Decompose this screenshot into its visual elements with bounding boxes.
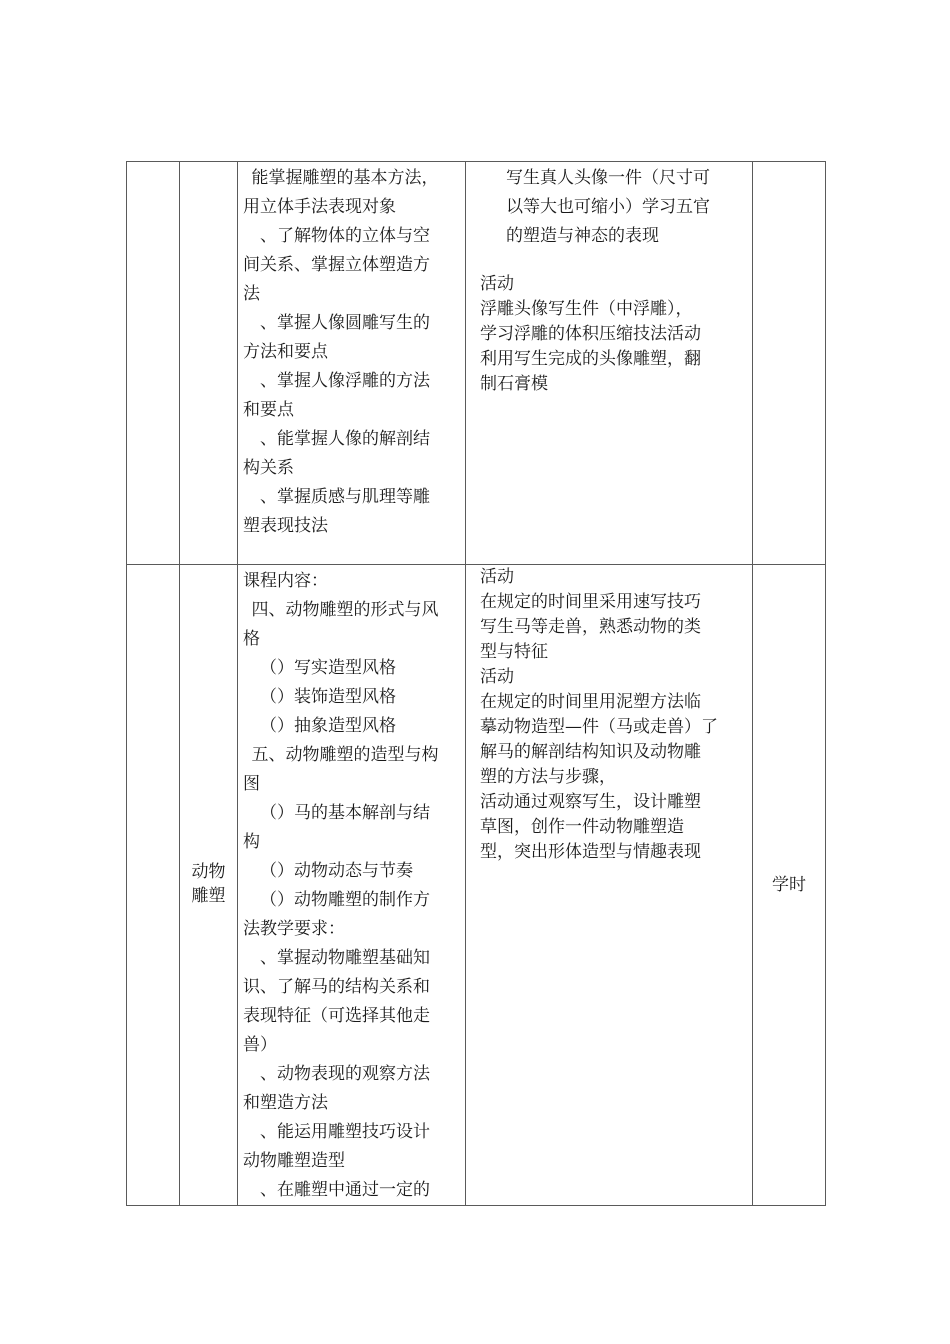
- content-line: 、掌握动物雕塑基础知: [260, 948, 430, 968]
- content-line: 课程内容：: [243, 571, 328, 591]
- hours-cell: [753, 162, 826, 565]
- content-line: 用立体手法表现对象: [243, 197, 396, 217]
- content-line: 图: [243, 774, 260, 794]
- content-line: （）动物动态与节奏: [260, 861, 413, 881]
- activity-line: 制石膏模: [480, 374, 548, 394]
- content-line: 、掌握人像圆雕写生的: [260, 313, 430, 333]
- activity-line: 在规定的时间里用泥塑方法临: [480, 692, 701, 712]
- content-line: 法: [243, 284, 260, 304]
- content-line: 、能运用雕塑技巧设计: [260, 1122, 430, 1142]
- index-cell: [127, 162, 180, 565]
- hours-cell: [753, 565, 826, 1206]
- activity-line: 型与特征: [480, 642, 548, 662]
- activity-line: 型，突出形体造型与情趣表现: [480, 842, 701, 862]
- activity-line: 活动: [480, 274, 514, 294]
- content-line: 、了解物体的立体与空: [260, 226, 430, 246]
- activity-line: 写生马等走兽，熟悉动物的类: [480, 617, 701, 637]
- content-line: 兽）: [243, 1035, 277, 1055]
- content-line: 法教学要求：: [243, 919, 345, 939]
- content-cell: [238, 565, 466, 1206]
- activity-line: 塑的方法与步骤，: [480, 767, 616, 787]
- activity-line: 利用写生完成的头像雕塑，翻: [480, 349, 701, 369]
- content-line: 方法和要点: [243, 342, 328, 362]
- content-line: 能掌握雕塑的基本方法，: [251, 168, 439, 188]
- content-line: （）动物雕塑的制作方: [260, 890, 430, 910]
- content-line: 五、动物雕塑的造型与构: [251, 745, 439, 765]
- category-label: 动物雕塑: [191, 861, 226, 906]
- content-line: 格: [243, 629, 260, 649]
- content-line: 四、动物雕塑的形式与风: [251, 600, 439, 620]
- index-cell: [127, 565, 180, 1206]
- activity-line: 草图，创作一件动物雕塑造: [480, 817, 684, 837]
- activity-line: 在规定的时间里采用速写技巧: [480, 592, 701, 612]
- content-line: 构关系: [243, 458, 294, 478]
- activity-line: 以等大也可缩小）学习五官: [506, 197, 710, 217]
- content-line: 、能掌握人像的解剖结: [260, 429, 430, 449]
- content-line: 和塑造方法: [243, 1093, 328, 1113]
- activity-line: 活动通过观察写生，设计雕塑: [480, 792, 701, 812]
- content-line: （）马的基本解剖与结: [260, 803, 430, 823]
- activity-cell: [466, 162, 753, 565]
- content-line: 和要点: [243, 400, 294, 420]
- activity-line: 解马的解剖结构知识及动物雕: [480, 742, 701, 762]
- category-cell: [180, 565, 238, 1206]
- content-line: 构: [243, 832, 260, 852]
- category-cell: [180, 162, 238, 565]
- content-line: 、掌握人像浮雕的方法: [260, 371, 430, 391]
- hours-label: 学时: [772, 874, 806, 895]
- table-row: [127, 565, 826, 1206]
- table-row: [127, 162, 826, 565]
- content-line: 塑表现技法: [243, 516, 328, 536]
- activity-block: [480, 272, 746, 397]
- activity-line: 的塑造与神态的表现: [506, 226, 659, 246]
- content-line: 间关系、掌握立体塑造方: [243, 255, 430, 275]
- content-line: 、在雕塑中通过一定的: [260, 1180, 430, 1200]
- content-line: （）写实造型风格: [260, 658, 396, 678]
- activity-line: 写生真人头像一件（尺寸可: [506, 168, 710, 188]
- syllabus-table: [126, 161, 826, 1206]
- content-cell: [238, 162, 466, 565]
- activity-cell: [466, 565, 753, 1206]
- content-line: 、动物表现的观察方法: [260, 1064, 430, 1084]
- activity-line: 浮雕头像写生件（中浮雕），: [480, 299, 693, 319]
- activity-line: 活动: [480, 667, 514, 687]
- content-line: （）装饰造型风格: [260, 687, 396, 707]
- activity-line: 摹动物造型—件（马或走兽）了: [480, 717, 718, 737]
- content-line: 、掌握质感与肌理等雕: [260, 487, 430, 507]
- activity-line: 学习浮雕的体积压缩技法活动: [480, 324, 701, 344]
- activity-line: 活动: [480, 567, 514, 587]
- content-line: 表现特征（可选择其他走: [243, 1006, 430, 1026]
- content-line: （）抽象造型风格: [260, 716, 396, 736]
- content-line: 识、了解马的结构关系和: [243, 977, 430, 997]
- activity-block: [480, 164, 746, 251]
- content-line: 动物雕塑造型: [243, 1151, 345, 1171]
